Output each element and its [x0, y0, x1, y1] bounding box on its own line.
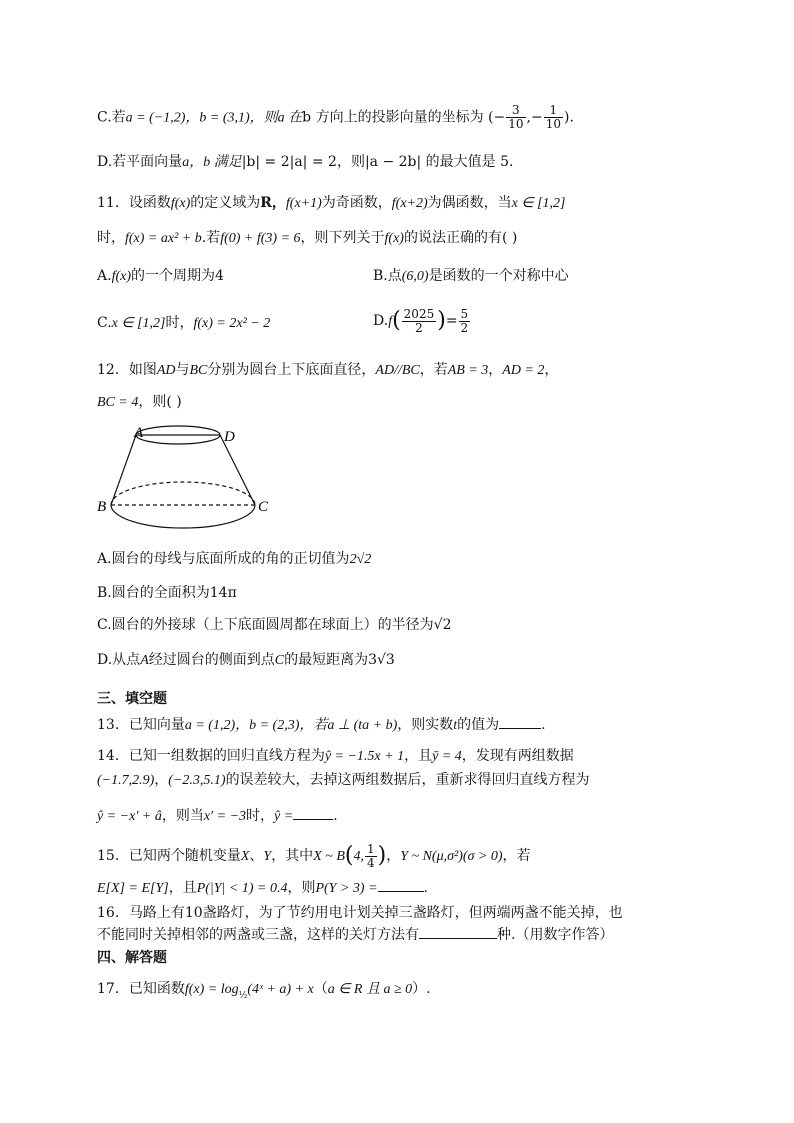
q16-line-2: 不能同时关掉相邻的两盏或三盏，这样的关灯方法有 种.（用数字作答）: [97, 924, 613, 945]
q10-option-c: C.若a = (−1,2)，b = (3,1)，则a 在b 方向上的投影向量的坐标为 (− $\frac{3}{10}$ ,− $\frac{1}{10}$ ).: [97, 103, 574, 131]
q14-line-2: (−1.7,2.9)，(−2.3,5.1)的误差较大，去掉这两组数据后，重新求得回归直线方程为: [97, 772, 590, 788]
generatrix-right: [220, 435, 255, 505]
fraction: $\frac{5}{2}$: [460, 306, 469, 335]
frustum-figure: [95, 422, 275, 542]
q16-line-1: 16．马路上有10盏路灯，为了节约用电计划关掉三盏路灯，但两端两盏不能关掉，也: [97, 905, 623, 921]
q15-line-1: 15．已知两个随机变量X、Y，其中X ~ B(4, $\frac{1}{4}$ )，Y ~ N(μ,σ²)(σ > 0)，若: [97, 841, 531, 870]
q11-option-b: B.点(6,0)是函数的一个对称中心: [373, 268, 569, 284]
fraction: $\frac{2025}{2}$: [403, 306, 435, 335]
q11-option-c: C.x ∈ [1,2]时，f(x) = 2x² − 2: [97, 315, 271, 331]
q15-line-2: E[X] = E[Y]，且P(|Y| < 1) = 0.4，则P(Y > 3) = .: [97, 877, 428, 899]
label-c: C: [258, 499, 269, 515]
q14-line-1: 14．已知一组数据的回归直线方程为ŷ = −1.5x + 1，且ȳ = 4，发现有两组数据: [97, 748, 574, 764]
fraction: $\frac{1}{4}$: [366, 841, 375, 870]
generatrix-left: [111, 435, 136, 505]
section-solutions: 四、解答题: [97, 950, 167, 966]
answer-blank[interactable]: [378, 877, 424, 892]
q17: 17．已知函数$f(x) = \log_{\frac{1}{2}}(4ˣ + a) + x(a$ ∈ R 且 a ≥ 0）.: [97, 981, 431, 1001]
bottom-base-front: [111, 505, 255, 528]
label-d: D: [224, 429, 235, 445]
q12-option-c: C.圆台的外接球（上下底面圆周都在球面上）的半径为√2: [97, 617, 452, 633]
q11-line-1: 11．设函数f(x)的定义域为R，f(x+1)为奇函数，f(x+2)为偶函数，当x ∈ [1,2]: [97, 195, 566, 211]
answer-blank[interactable]: [499, 714, 541, 729]
section-fill-in-blank: 三、填空题: [97, 691, 167, 707]
q12-option-a: A.圆台的母线与底面所成的角的正切值为2√2: [97, 551, 372, 567]
fraction: $\frac{3}{10}$: [508, 103, 524, 131]
q11-option-d: D.f( $\frac{2025}{2}$ )= $\frac{5}{2}$: [373, 306, 469, 335]
answer-blank[interactable]: [293, 805, 333, 820]
label-b: B: [97, 499, 107, 515]
q12-option-d: D.从点A经过圆台的侧面到点C的最短距离为3√3: [97, 652, 395, 668]
q10-option-d: D.若平面向量a，b 满足|b| = 2|a| = 2，则|a − 2b| 的最大值是 5.: [97, 154, 514, 170]
q12-line-1: 12．如图AD与BC分别为圆台上下底面直径，AD//BC，若AB = 3，AD = 2，: [97, 362, 559, 378]
q11-line-2: 时，f(x) = ax² + b.若f(0) + f(3) = 6，则下列关于f(x)的说法正确的有( ): [97, 230, 518, 246]
q12-option-b: B.圆台的全面积为14π: [97, 585, 237, 601]
q13: 13．已知向量a = (1,2)，b = (2,3)，若a ⊥ (ta + b)，则实数t的值为 .: [97, 714, 546, 736]
fraction: $\frac{1}{10}$: [545, 103, 561, 131]
bottom-base-back: [111, 482, 255, 505]
q12-line-2: BC = 4，则( ): [97, 394, 182, 410]
q11-option-a: A.f(x)的一个周期为4: [97, 268, 224, 284]
q14-line-3: ŷ = −x′ + â，则当x′ = −3时，ŷ = .: [97, 805, 338, 827]
answer-blank[interactable]: [419, 924, 497, 939]
label-a: A: [134, 425, 144, 441]
